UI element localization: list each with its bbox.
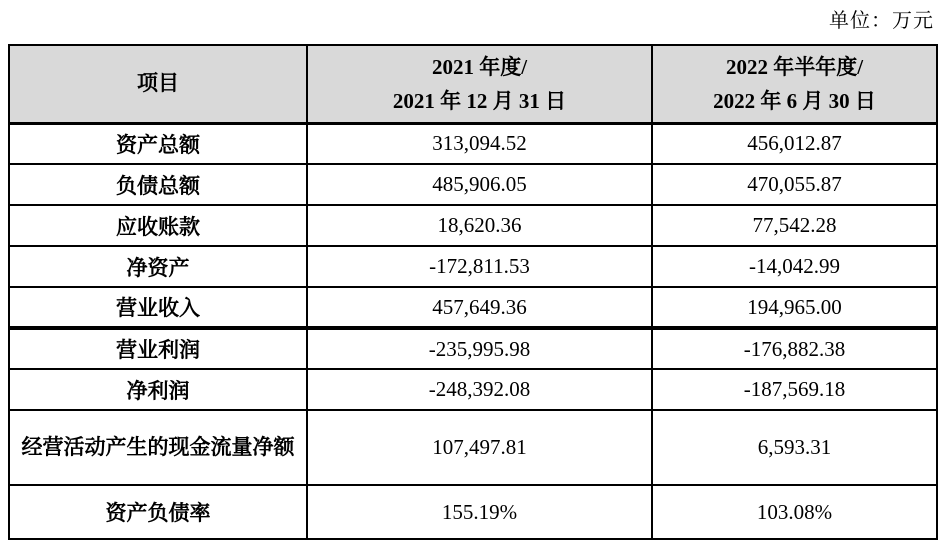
row-label: 应收账款 bbox=[9, 205, 307, 246]
financial-summary-table bbox=[8, 44, 938, 540]
header-2021 bbox=[307, 45, 652, 123]
header-2022-line2: 2022 年 6 月 30 日 bbox=[713, 88, 876, 113]
table-row-operating-profit bbox=[9, 328, 937, 369]
table-row-operating-cash-flow bbox=[9, 410, 937, 485]
header-2021-line1: 2021 年度/ bbox=[431, 54, 528, 79]
value-2021: -172,811.53 bbox=[307, 246, 652, 287]
value-2021: -235,995.98 bbox=[307, 328, 652, 369]
row-label: 经营活动产生的现金流量净额 bbox=[9, 410, 307, 485]
table-header-row bbox=[9, 45, 937, 123]
value-2022: 194,965.00 bbox=[652, 287, 937, 328]
table-row-net-assets bbox=[9, 246, 937, 287]
header-2021-line2: 2021 年 12 月 31 日 bbox=[392, 88, 567, 113]
value-2022: 470,055.87 bbox=[652, 164, 937, 205]
value-2022: 103.08% bbox=[652, 485, 937, 539]
table-row-total-assets bbox=[9, 123, 937, 164]
value-2021: 457,649.36 bbox=[307, 287, 652, 328]
table-row-asset-liability-ratio bbox=[9, 485, 937, 539]
table-row-accounts-receivable bbox=[9, 205, 937, 246]
table-row-net-profit bbox=[9, 369, 937, 410]
header-2022 bbox=[652, 45, 937, 123]
value-2021: 107,497.81 bbox=[307, 410, 652, 485]
header-item: 项目 bbox=[9, 45, 307, 123]
value-2022: 6,593.31 bbox=[652, 410, 937, 485]
value-2021: 18,620.36 bbox=[307, 205, 652, 246]
table-row-total-liabilities bbox=[9, 164, 937, 205]
value-2021: 155.19% bbox=[307, 485, 652, 539]
value-2021: 485,906.05 bbox=[307, 164, 652, 205]
value-2021: -248,392.08 bbox=[307, 369, 652, 410]
header-2022-line1: 2022 年半年度/ bbox=[725, 54, 864, 79]
table-row-operating-revenue bbox=[9, 287, 937, 328]
value-2022: -187,569.18 bbox=[652, 369, 937, 410]
value-2022: -14,042.99 bbox=[652, 246, 937, 287]
unit-label: 单位：万元 bbox=[829, 10, 934, 32]
value-2022: 77,542.28 bbox=[652, 205, 937, 246]
row-label: 净资产 bbox=[9, 246, 307, 287]
row-label: 营业利润 bbox=[9, 328, 307, 369]
row-label: 净利润 bbox=[9, 369, 307, 410]
row-label: 资产总额 bbox=[9, 123, 307, 164]
row-label: 负债总额 bbox=[9, 164, 307, 205]
row-label: 资产负债率 bbox=[9, 485, 307, 539]
value-2022: -176,882.38 bbox=[652, 328, 937, 369]
value-2022: 456,012.87 bbox=[652, 123, 937, 164]
row-label: 营业收入 bbox=[9, 287, 307, 328]
value-2021: 313,094.52 bbox=[307, 123, 652, 164]
